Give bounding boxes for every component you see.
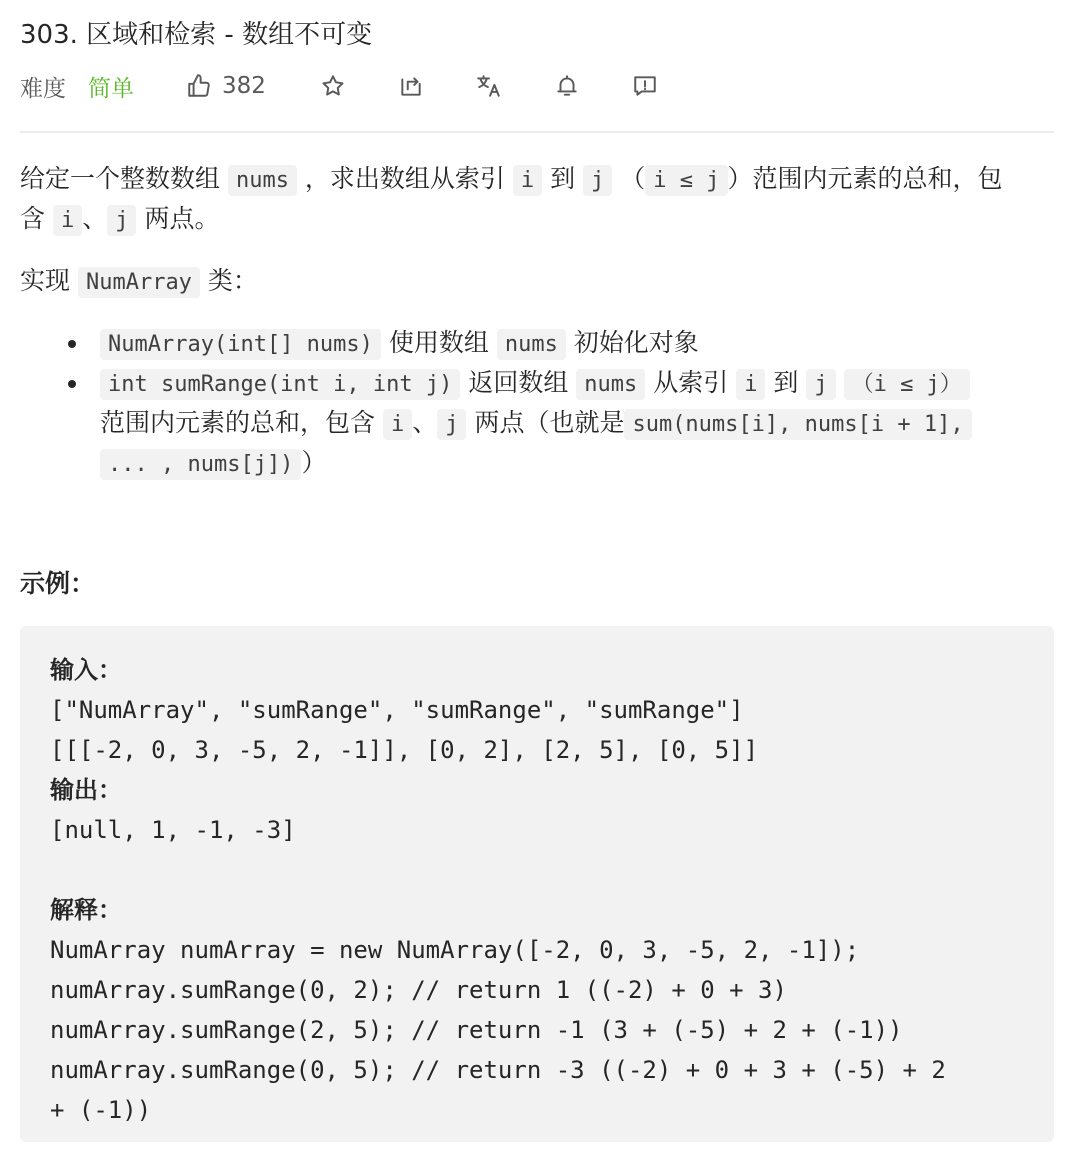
output-line: [null, 1, -1, -3] bbox=[50, 816, 296, 844]
like-button[interactable] bbox=[186, 73, 266, 99]
header-divider bbox=[20, 131, 1054, 133]
list-item bbox=[20, 324, 1060, 364]
code-sum-expression: sum(nums[i], nums[i + 1], bbox=[624, 409, 971, 440]
method-list bbox=[20, 324, 1060, 484]
thumbs-up-icon bbox=[186, 73, 212, 99]
description-paragraph-1 bbox=[20, 160, 1060, 240]
code-i: i bbox=[53, 205, 82, 236]
desc-text: 类： bbox=[207, 266, 258, 295]
code-nums: nums bbox=[576, 369, 645, 400]
desc-text: 从索引 bbox=[653, 368, 729, 397]
explain-line: numArray.sumRange(0, 5); // return -3 ((-2) + 0 + 3 + (-5) + 2 bbox=[50, 1056, 946, 1084]
desc-text: 实现 bbox=[20, 266, 71, 295]
difficulty-value: 简单 bbox=[88, 75, 134, 102]
input-label: 输入： bbox=[50, 656, 122, 684]
desc-text: 到 bbox=[773, 368, 799, 397]
desc-text: 两点（也就是 bbox=[474, 408, 625, 437]
desc-text: 含 bbox=[20, 204, 46, 233]
code-i: i bbox=[513, 165, 542, 196]
example-heading: 示例： bbox=[20, 569, 96, 598]
explain-line: + (-1)) bbox=[50, 1096, 152, 1124]
desc-text: 范围内元素的总和，包含 bbox=[100, 408, 376, 437]
desc-text: ） bbox=[301, 448, 327, 477]
blank-line bbox=[50, 850, 1054, 890]
desc-text: 到 bbox=[550, 164, 576, 193]
explain-line: numArray.sumRange(2, 5); // return -1 (3 + (-5) + 2 + (-1)) bbox=[50, 1016, 903, 1044]
desc-text: 初始化对象 bbox=[573, 328, 699, 357]
problem-title: 303. 区域和检索 - 数组不可变 bbox=[20, 20, 373, 50]
code-j: j bbox=[437, 409, 466, 440]
code-i: i bbox=[736, 369, 765, 400]
desc-text: 、 bbox=[412, 408, 438, 437]
list-item bbox=[20, 364, 1060, 484]
desc-text: 使用数组 bbox=[388, 328, 489, 357]
share-icon[interactable] bbox=[398, 73, 424, 99]
desc-text: 、 bbox=[82, 204, 108, 233]
code-i: i bbox=[383, 409, 412, 440]
desc-text: 给定一个整数数组 bbox=[20, 164, 221, 193]
problem-meta-bar bbox=[20, 66, 658, 106]
difficulty-label: 难度 bbox=[20, 75, 66, 102]
code-j: j bbox=[806, 369, 835, 400]
desc-text: （ bbox=[620, 164, 646, 193]
translate-icon[interactable] bbox=[476, 73, 502, 99]
code-constructor: NumArray(int[] nums) bbox=[100, 329, 381, 360]
code-j: j bbox=[107, 205, 136, 236]
code-class-name: NumArray bbox=[78, 267, 200, 298]
explain-line: numArray.sumRange(0, 2); // return 1 ((-2) + 0 + 3) bbox=[50, 976, 787, 1004]
explain-label: 解释： bbox=[50, 896, 122, 924]
feedback-icon[interactable] bbox=[632, 73, 658, 99]
star-icon[interactable] bbox=[320, 73, 346, 99]
output-label: 输出： bbox=[50, 776, 122, 804]
desc-text: 两点。 bbox=[144, 204, 220, 233]
input-line: ["NumArray", "sumRange", "sumRange", "sumRange"] bbox=[50, 696, 744, 724]
explain-line: NumArray numArray = new NumArray([-2, 0, 3, -5, 2, -1]); bbox=[50, 936, 860, 964]
implement-paragraph bbox=[20, 262, 258, 302]
desc-text: ，求出数组从索引 bbox=[304, 164, 505, 193]
code-sum-expression: ... , nums[j]) bbox=[100, 449, 301, 480]
desc-text: ）范围内元素的总和，包 bbox=[727, 164, 1003, 193]
bell-icon[interactable] bbox=[554, 73, 580, 99]
input-line: [[[-2, 0, 3, -5, 2, -1]], [0, 2], [2, 5], [0, 5]] bbox=[50, 736, 759, 764]
code-j: j bbox=[583, 165, 612, 196]
code-range: i ≤ j bbox=[645, 165, 727, 196]
code-nums: nums bbox=[497, 329, 566, 360]
code-nums: nums bbox=[228, 165, 297, 196]
desc-text: 返回数组 bbox=[468, 368, 569, 397]
code-range: （i ≤ j） bbox=[844, 369, 970, 400]
code-method: int sumRange(int i, int j) bbox=[100, 369, 460, 400]
example-code-block bbox=[20, 626, 1054, 1142]
like-count: 382 bbox=[222, 73, 266, 99]
